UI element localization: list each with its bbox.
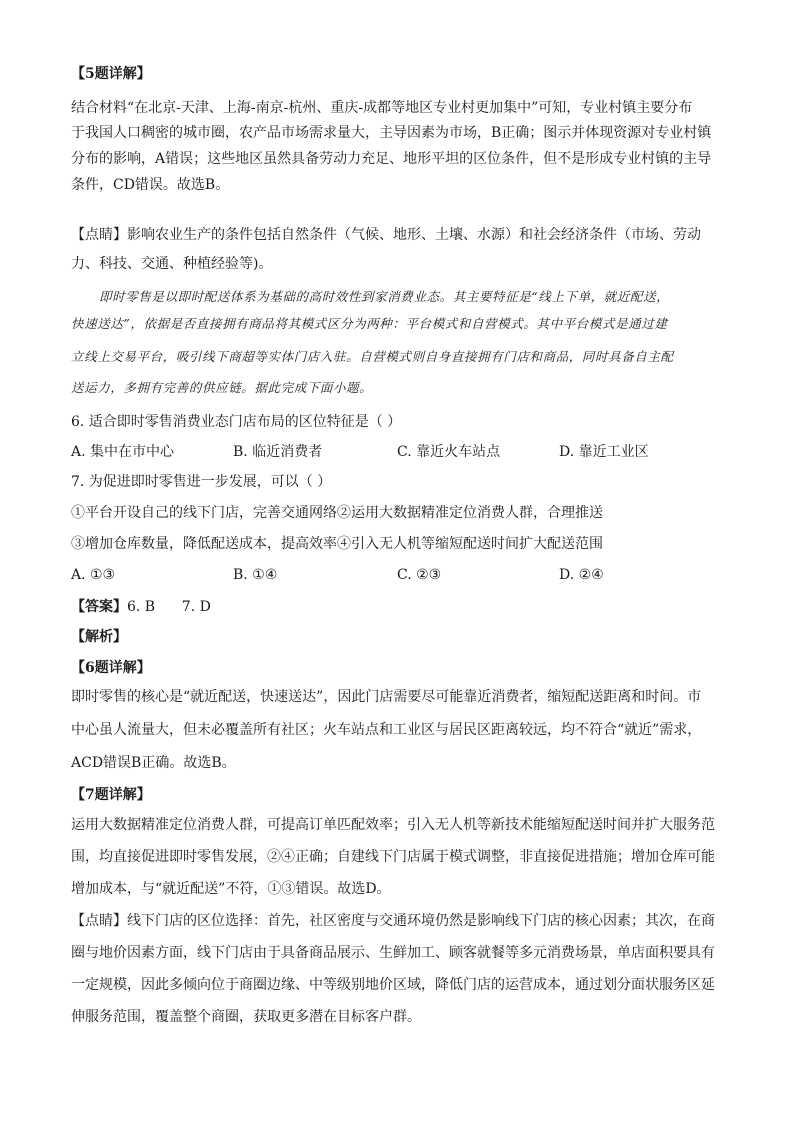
tip1-line-2: 力、科技、交通、种植经验等)。	[71, 256, 273, 272]
q6-detail-heading: 【6题详解】	[71, 660, 151, 676]
q5-line-1: 结合材料“在北京-天津、上海-南京-杭州、重庆-成都等地区专业村更加集中”可知，专业村镇主要分布	[71, 100, 693, 116]
q6-option-a: A. 集中在市中心	[71, 444, 175, 460]
tip2-line-2: 圈与地价因素方面，线下门店由于具备商品展示、生鲜加工、顾客就餐等多元消费场景，单店面积要具有	[71, 945, 715, 961]
q6-detail-line-3: ACD错误B正确。故选B。	[71, 755, 236, 771]
q7-option-a: A. ①③	[71, 567, 116, 583]
q6-option-c: C. 靠近火车站点	[397, 444, 501, 460]
analysis-heading: 【解析】	[71, 629, 127, 645]
q7-detail-line-2: 围，均直接促进即时零售发展，②④正确；自建线下门店属于模式调整，非直接促进措施；增加仓库可能	[71, 849, 715, 865]
tip1-line-1: 【点睛】影响农业生产的条件包括自然条件（气候、地形、土壤、水源）和社会经济条件（市场、劳动	[71, 227, 701, 243]
q7-item-line-1: ①平台开设自己的线下门店，完善交通网络②运用大数据精准定位消费人群，合理推送	[71, 505, 603, 521]
q5-heading: 【5题详解】	[71, 66, 151, 82]
tip2-line-3: 一定规模，因此多倾向位于商圈边缘、中等级别地价区域，降低门店的运营成本，通过划分面状服务区延	[71, 977, 715, 993]
q6-stem: 6. 适合即时零售消费业态门店布局的区位特征是（ ）	[71, 414, 402, 430]
material-line-1: 即时零售是以即时配送体系为基础的高时效性到家消费业态。其主要特征是“线上下单，就近配送，	[99, 289, 670, 304]
q5-line-4: 条件，CD错误。故选B。	[71, 177, 230, 193]
q7-option-b: B. ①④	[233, 567, 278, 583]
q7-option-d: D. ②④	[559, 567, 604, 583]
q5-line-2: 于我国人口稠密的城市圈，农产品市场需求量大，主导因素为市场，B正确；图示并体现资源对专业村镇	[71, 125, 712, 141]
tip2-line-1: 【点睛】线下门店的区位选择：首先，社区密度与交通环境仍然是影响线下门店的核心因素；其次，在商	[71, 913, 715, 929]
q7-detail-line-1: 运用大数据精准定位消费人群，可提高订单匹配效率；引入无人机等新技术能缩短配送时间并扩大服务范	[71, 817, 715, 833]
material-line-2: 快速送达”，依据是否直接拥有商品将其模式区分为两种：平台模式和自营模式。其中平台模式是通过建	[71, 316, 668, 331]
q5-line-3: 分布的影响，A错误；这些地区虽然具备劳动力充足、地形平坦的区位条件，但不是形成专业村镇的主导	[71, 151, 712, 167]
material-line-4: 送运力，多拥有完善的供应链。据此完成下面小题。	[71, 380, 373, 395]
q7-detail-heading: 【7题详解】	[71, 787, 151, 803]
q6-option-b: B. 临近消费者	[233, 444, 323, 460]
q7-item-line-2: ③增加仓库数量，降低配送成本，提高效率④引入无人机等缩短配送时间扩大配送范围	[71, 536, 603, 552]
answer-text: 6. B 7. D	[127, 599, 211, 615]
q7-detail-line-3: 增加成本，与“就近配送”不符，①③错误。故选D。	[71, 881, 391, 897]
q6-option-d: D. 靠近工业区	[559, 444, 649, 460]
q7-option-c: C. ②③	[397, 567, 442, 583]
material-line-3: 立线上交易平台，吸引线下商超等实体门店入驻。自营模式则自身直接拥有门店和商品，同时具备自主配	[71, 349, 674, 364]
tip2-line-4: 伸服务范围，覆盖整个商圈，获取更多潜在目标客户群。	[71, 1009, 421, 1025]
q6-detail-line-2: 中心虽人流量大，但未必覆盖所有社区；火车站点和工业区与居民区距离较远，均不符合“就近”需求，	[71, 722, 702, 738]
answer-line	[71, 597, 211, 617]
answer-label: 【答案】	[71, 599, 127, 615]
q7-stem: 7. 为促进即时零售进一步发展，可以（ ）	[71, 474, 332, 490]
q6-detail-line-1: 即时零售的核心是“就近配送，快速送达”，因此门店需要尽可能靠近消费者，缩短配送距离和时间。市	[71, 689, 702, 705]
